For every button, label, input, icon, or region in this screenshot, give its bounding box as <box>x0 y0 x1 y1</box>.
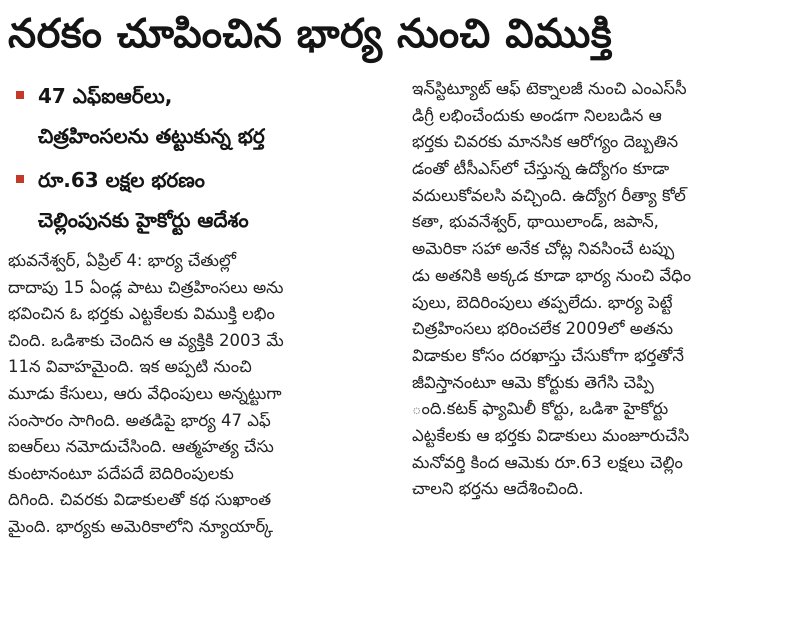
body-line: భవించిన ఓ భర్తకు ఎట్టకేలకు విముక్తి లభిం <box>8 304 275 324</box>
body-line: కతా, భువనేశ్వర్, థాయిలాండ్, జపాన్, <box>412 212 659 232</box>
body-line: చింది. ఒడిశాకు చెందిన ఆ వ్యక్తికి 2003 మే <box>8 330 284 350</box>
highlight-line: చెల్లింపునకు హైకోర్టు ఆదేశం <box>38 208 249 232</box>
body-line: మనోవర్తి కింద ఆమెకు రూ.63 లక్షలు చెల్లిం <box>412 452 683 472</box>
body-line: మూడు కేసులు, ఆరు వేధింపులు అన్నట్టుగా <box>8 383 282 403</box>
body-line: డు అతనికి అక్కడ కూడా భార్య నుంచి వేధిం <box>412 265 692 285</box>
highlight-item <box>8 76 400 160</box>
highlight-line: చిత్రహింసలను తట్టుకున్న భర్త <box>38 124 265 148</box>
body-line: విడాకుల కోసం దరఖాస్తు చేసుకోగా భర్తతోనే <box>412 345 684 365</box>
body-line: ఐఆర్‌లు నమోదుచేసింది. ఆత్మహత్య చేసు <box>8 437 274 457</box>
body-line: 11న వివాహమైంది. ఇక అప్పటి నుంచి <box>8 357 252 377</box>
body-line: డిగ్రీ లభించేందుకు అండగా నిలబడిన ఆ <box>412 105 662 125</box>
body-line: పులు, బెదిరింపులు తప్పలేదు. భార్య పెట్టే <box>412 292 673 312</box>
body-line: వదులుకోవలసి వచ్చింది. ఉద్యోగ రీత్యా కోల్ <box>412 185 686 205</box>
body-line: కుంటానంటూ పదేపదే బెదిరింపులకు <box>8 463 234 483</box>
body-line: దాదాపు 15 ఏండ్ల పాటు చిత్రహింసలు అను <box>8 277 284 297</box>
highlights <box>8 76 400 244</box>
body-line: దిగింది. చివరకు విడాకులతో కథ సుఖాంత <box>8 490 272 510</box>
square-bullet-icon <box>16 175 24 183</box>
body-line: చాలని భర్తను ఆదేశించింది. <box>412 479 584 499</box>
highlight-line: 47 ఎఫ్ఐఆర్‌లు, <box>38 84 173 108</box>
body-line: ఇన్‌స్టిట్యూట్ ఆఫ్ టెక్నాలజీ నుంచి ఎంఎస్‌సీ <box>412 79 687 98</box>
body-line: అమెరికా సహా అనేక చోట్ల నివసించే టప్పు <box>412 239 675 259</box>
body-line: మైంది. భార్యకు అమెరికాలోని న్యూయార్క్ <box>8 516 273 536</box>
headline: నరకం చూపించిన భార్య నుంచి విముక్తి <box>8 11 613 57</box>
body-line: ఎట్టకేలకు ఆ భర్తకు విడాకులు మంజూరుచేసి <box>412 425 690 445</box>
body-line: భువనేశ్వర్, ఏప్రిల్ 4: భార్య చేతుల్లో <box>8 251 236 270</box>
body-line: జీవిస్తానంటూ ఆమె కోర్టుకు తెగేసి చెప్పి <box>412 372 654 392</box>
body-line: చిత్రహింసలు భరించలేక 2009లో అతను <box>412 319 674 339</box>
body-line: సంసారం సాగింది. అతడిపై భార్య 47 ఎఫ్ <box>8 410 271 430</box>
square-bullet-icon <box>16 91 24 99</box>
highlight-item <box>8 160 400 244</box>
right-column <box>412 76 794 503</box>
highlight-line: రూ.63 లక్షల భరణం <box>38 168 205 192</box>
body-line: ంది.కటక్ ఫ్యామిలీ కోర్టు, ఒడిశా హైకోర్టు <box>412 399 669 419</box>
left-column <box>8 248 398 541</box>
body-line: భర్తకు చివరకు మానసిక ఆరోగ్యం దెబ్బతిన <box>412 132 679 152</box>
body-line: డంతో టీసీఎస్‌లో చేస్తున్న ఉద్యోగం కూడా <box>412 159 670 179</box>
